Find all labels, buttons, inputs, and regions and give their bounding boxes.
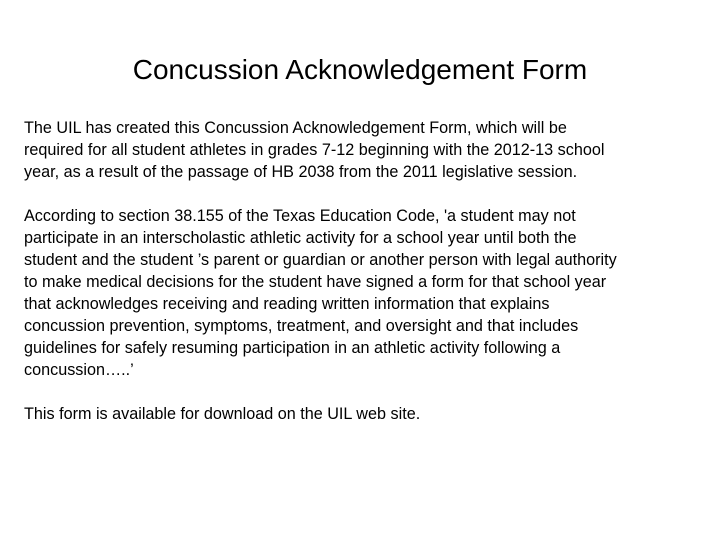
text-line: student and the student ’s parent or guardian or another person with legal authority: [24, 251, 617, 269]
page-title: Concussion Acknowledgement Form: [132, 54, 588, 85]
text-line: required for all student athletes in grades 7-12 beginning with the 2012-13 school: [24, 141, 605, 159]
text-line: that acknowledges receiving and reading written information that explains: [24, 295, 550, 313]
text-line: concussion…..’: [24, 361, 134, 379]
text-line: year, as a result of the passage of HB 2038 from the 2011 legislative session.: [24, 163, 578, 181]
intro-paragraph: [24, 117, 714, 183]
text-line: concussion prevention, symptoms, treatment, and oversight and that includes: [24, 317, 579, 335]
text-line: The UIL has created this Concussion Acknowledgement Form, which will be: [24, 119, 567, 137]
text-line: participate in an interscholastic athletic activity for a school year until both the: [24, 229, 577, 247]
download-note-paragraph: [24, 403, 714, 425]
text-line: According to section 38.155 of the Texas Education Code, 'a student may not: [24, 207, 576, 225]
text-line: to make medical decisions for the student have signed a form for that school year: [24, 273, 607, 291]
body-text: [24, 117, 714, 447]
text-line: This form is available for download on the UIL web site.: [24, 405, 421, 423]
education-code-quote-paragraph: [24, 205, 714, 381]
text-line: guidelines for safely resuming participation in an athletic activity following a: [24, 339, 561, 357]
